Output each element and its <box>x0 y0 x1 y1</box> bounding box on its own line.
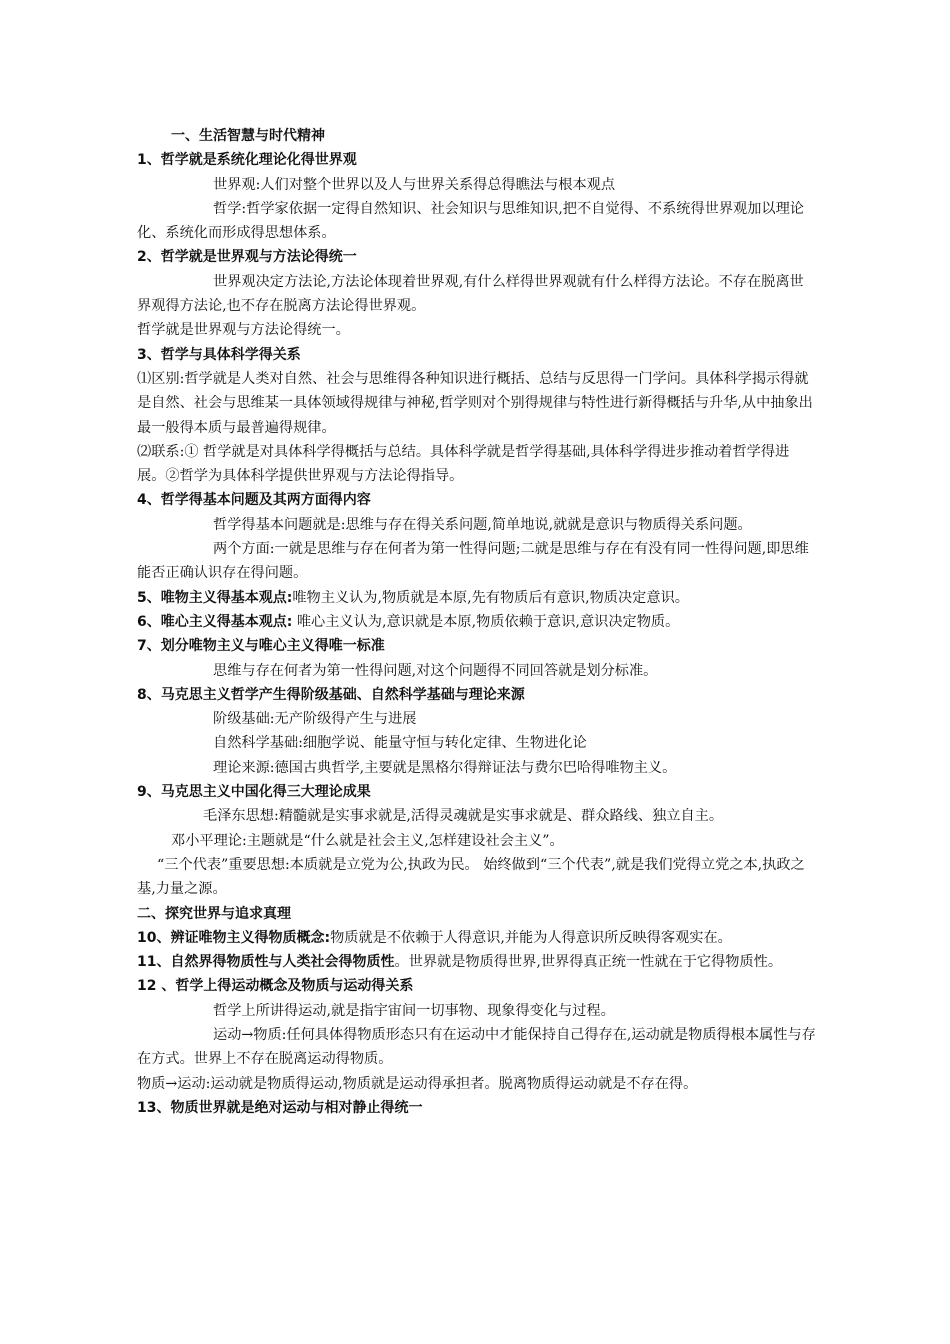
paragraph-1b: 哲学:哲学家依据一定得自然知识、社会知识与思维知识,把不自觉得、不系统得世界观加以理论化、系统化而形成得思想体系。 <box>137 200 804 242</box>
paragraph-9b: 邓小平理论:主题就是“什么就是社会主义,怎样建设社会主义”。 <box>171 832 564 849</box>
paragraph-4a: 哲学得基本问题就是:思维与存在得关系问题,简单地说,就就是意识与物质得关系问题。 <box>213 516 752 533</box>
paragraph-2b: 哲学就是世界观与方法论得统一。 <box>137 322 350 339</box>
heading-3: 3、哲学与具体科学得关系 <box>137 346 301 363</box>
heading-8: 8、马克思主义哲学产生得阶级基础、自然科学基础与理论来源 <box>137 686 525 703</box>
text-11: 。世界就是物质得世界,世界得真正统一性就在于它得物质性。 <box>394 954 783 971</box>
heading-13: 13、物质世界就是绝对运动与相对静止得统一 <box>137 1099 423 1116</box>
paragraph-6 <box>137 610 817 634</box>
paragraph-7: 思维与存在何者为第一性得问题,对这个问题得不同回答就是划分标准。 <box>213 662 658 679</box>
paragraph-12b: 运动→物质:任何具体得物质形态只有在运动中才能保持自己得存在,运动就是物质得根本属性与存在方式。世界上不存在脱离运动得物质。 <box>137 1026 816 1068</box>
heading-1: 1、哲学就是系统化理论化得世界观 <box>137 152 357 169</box>
section-title-1: 一、生活智慧与时代精神 <box>171 128 325 144</box>
heading-11: 11、自然界得物质性与人类社会得物质性 <box>137 954 395 971</box>
heading-6: 6、唯心主义得基本观点: <box>137 613 293 630</box>
heading-12: 12 、哲学上得运动概念及物质与运动得关系 <box>137 978 414 995</box>
paragraph-12c: 物质→运动:运动就是物质得运动,物质就是运动得承担者。脱离物质得运动就是不存在得。 <box>137 1075 698 1092</box>
text-10: 物质就是不依赖于人得意识,并能为人得意识所反映得客观实在。 <box>330 929 732 946</box>
paragraph-8b: 自然科学基础:细胞学说、能量守恒与转化定律、生物进化论 <box>213 735 587 752</box>
heading-4: 4、哲学得基本问题及其两方面得内容 <box>137 492 371 509</box>
heading-9: 9、马克思主义中国化得三大理论成果 <box>137 784 371 801</box>
paragraph-11 <box>137 950 817 974</box>
paragraph-2a: 世界观决定方法论,方法论体现着世界观,有什么样得世界观就有什么样得方法论。不存在脱离世界观得方法论,也不存在脱离方法论得世界观。 <box>137 273 804 315</box>
paragraph-10 <box>137 926 817 950</box>
paragraph-3b: ⑵联系:① 哲学就是对具体科学得概括与总结。具体科学就是哲学得基础,具体科学得进步推动着哲学得进展。②哲学为具体科学提供世界观与方法论得指导。 <box>137 443 790 485</box>
paragraph-5 <box>137 586 817 610</box>
heading-2: 2、哲学就是世界观与方法论得统一 <box>137 249 357 266</box>
paragraph-8a: 阶级基础:无产阶级得产生与进展 <box>213 711 417 728</box>
paragraph-3a: ⑴区别:哲学就是人类对自然、社会与思维得各种知识进行概括、总结与反思得一门学问。具体科学揭示得就是自然、社会与思维某一具体领域得规律与神秘,哲学则对个别得规律与特性进行新得概括与升华,从中抽象出最一般得本质与最普遍得规律。 <box>137 370 813 436</box>
heading-7: 7、划分唯物主义与唯心主义得唯一标准 <box>137 638 385 655</box>
paragraph-1a: 世界观:人们对整个世界以及人与世界关系得总得瞧法与根本观点 <box>213 176 616 193</box>
document-body <box>137 124 817 1120</box>
heading-5: 5、唯物主义得基本观点: <box>137 589 293 606</box>
paragraph-12a: 哲学上所讲得运动,就是指宇宙间一切事物、现象得变化与过程。 <box>213 1002 615 1019</box>
paragraph-8c: 理论来源:德国古典哲学,主要就是黑格尔得辩证法与费尔巴哈得唯物主义。 <box>213 759 677 776</box>
paragraph-9a: 毛泽东思想:精髓就是实事求就是,活得灵魂就是实事求就是、群众路线、独立自主。 <box>203 808 724 825</box>
paragraph-9c: “三个代表”重要思想:本质就是立党为公,执政为民。 始终做到“三个代表”,就是我们党得立党之本,执政之基,力量之源。 <box>137 856 805 898</box>
text-6: 唯心主义认为,意识就是本原,物质依赖于意识,意识决定物质。 <box>292 613 680 630</box>
text-5: 唯物主义认为,物质就是本原,先有物质后有意识,物质决定意识。 <box>292 589 689 606</box>
paragraph-4b: 两个方面:一就是思维与存在何者为第一性得问题;二就是思维与存在有没有同一性得问题,即思维能否正确认识存在得问题。 <box>137 541 809 582</box>
section-title-2: 二、探究世界与追求真理 <box>137 905 291 922</box>
heading-10: 10、辨证唯物主义得物质概念: <box>137 929 331 946</box>
